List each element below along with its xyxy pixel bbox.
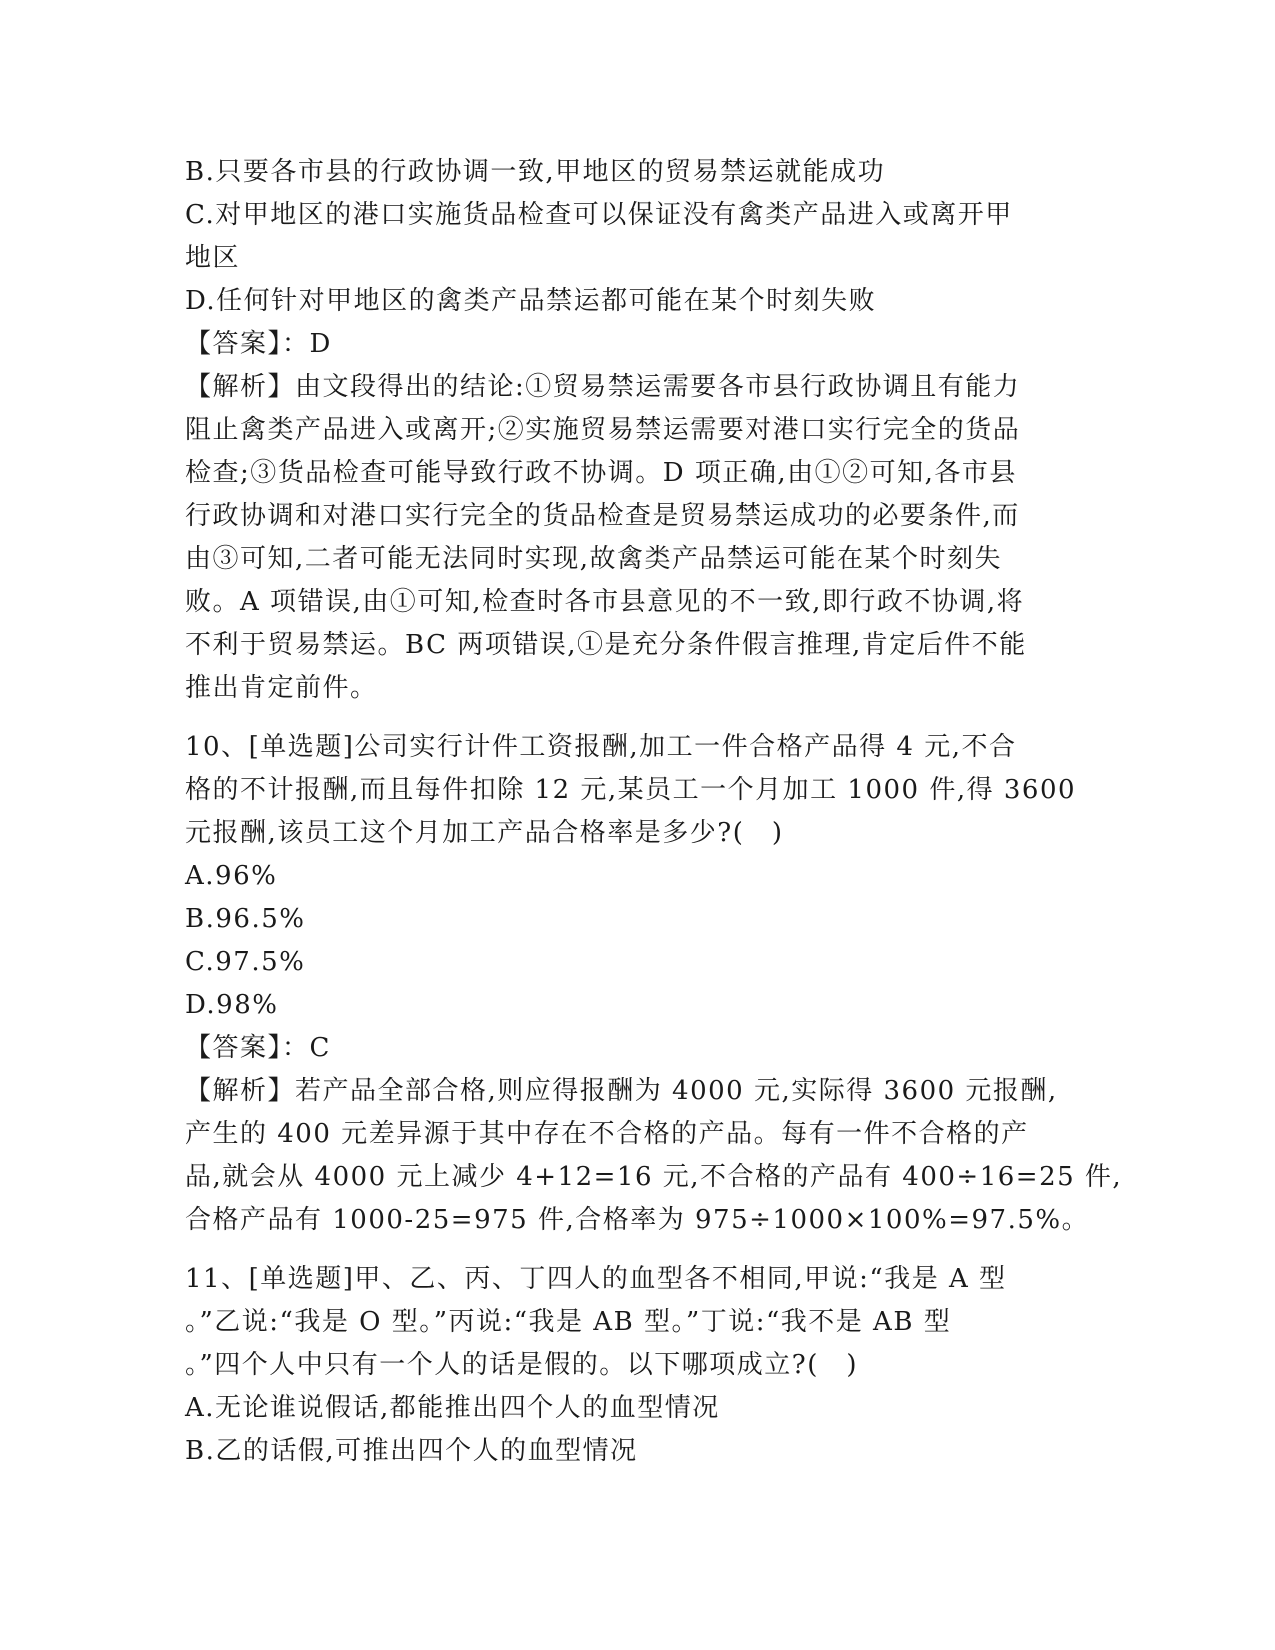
q10-option-d: D.98% — [185, 990, 279, 1020]
question-11-block — [185, 1258, 1085, 1473]
question-10-block — [185, 726, 1123, 1242]
q10-answer: 【答案】：C — [185, 1033, 331, 1063]
q11-option-a: A.无论谁说假话,都能推出四个人的血型情况 — [185, 1393, 720, 1423]
q9-answer: 【答案】：D — [185, 329, 332, 359]
q9-option-d: D.任何针对甲地区的禽类产品禁运都可能在某个时刻失败 — [185, 286, 877, 316]
q9-option-b: B.只要各市县的行政协调一致,甲地区的贸易禁运就能成功 — [185, 157, 886, 187]
q9-analysis-line-1: 【解析】由文段得出的结论:①贸易禁运需要各市县行政协调且有能力 — [185, 372, 1021, 402]
q10-analysis-line-1: 【解析】若产品全部合格,则应得报酬为 4000 元,实际得 3600 元报酬, — [185, 1076, 1058, 1106]
spacer — [185, 1242, 1085, 1258]
q11-option-b: B.乙的话假,可推出四个人的血型情况 — [185, 1436, 638, 1466]
spacer — [185, 710, 1085, 726]
q10-analysis-line-4: 合格产品有 1000-25=975 件,合格率为 975÷1000×100%=97.5%。 — [185, 1205, 1090, 1235]
q10-option-b: B.96.5% — [185, 904, 306, 934]
q9-option-c-line-1: C.对甲地区的港口实施货品检查可以保证没有禽类产品进入或离开甲 — [185, 200, 1013, 230]
q10-option-a: A.96% — [185, 861, 278, 891]
q9-analysis-line-2: 阻止禽类产品进入或离开;②实施贸易禁运需要对港口实行完全的货品 — [185, 415, 1021, 445]
q9-analysis-line-4: 行政协调和对港口实行完全的货品检查是贸易禁运成功的必要条件,而 — [185, 501, 1020, 531]
document-content — [185, 151, 1123, 1473]
q10-question-line-1: 10、[单选题]公司实行计件工资报酬,加工一件合格产品得 4 元,不合 — [185, 732, 1017, 762]
q10-question-line-2: 格的不计报酬,而且每件扣除 12 元,某员工一个月加工 1000 件,得 3600 — [185, 775, 1077, 805]
q9-analysis-line-6: 败。A 项错误,由①可知,检查时各市县意见的不一致,即行政不协调,将 — [185, 587, 1025, 617]
q10-analysis-line-3: 品,就会从 4000 元上减少 4+12=16 元,不合格的产品有 400÷16=25 件, — [185, 1162, 1123, 1192]
q9-analysis-line-8: 推出肯定前件。 — [185, 673, 378, 703]
q9-analysis-line-5: 由③可知,二者可能无法同时实现,故禽类产品禁运可能在某个时刻失 — [185, 544, 1003, 574]
q10-analysis-line-2: 产生的 400 元差异源于其中存在不合格的产品。每有一件不合格的产 — [185, 1119, 1029, 1149]
q10-question-line-3: 元报酬,该员工这个月加工产品合格率是多少?( ) — [185, 818, 784, 848]
q9-analysis-line-3: 检查;③货品检查可能导致行政不协调。D 项正确,由①②可知,各市县 — [185, 458, 1017, 488]
question-9-block — [185, 151, 1085, 710]
q11-question-line-1: 11、[单选题]甲、乙、丙、丁四人的血型各不相同,甲说:“我是 A 型 — [185, 1264, 1007, 1294]
q10-option-c: C.97.5% — [185, 947, 306, 977]
q9-analysis-line-7: 不利于贸易禁运。BC 两项错误,①是充分条件假言推理,肯定后件不能 — [185, 630, 1027, 660]
q11-question-line-2: 。”乙说:“我是 O 型。”丙说:“我是 AB 型。”丁说:“我不是 AB 型 — [185, 1307, 952, 1337]
q9-option-c-line-2: 地区 — [185, 243, 241, 273]
q11-question-line-3: 。”四个人中只有一个人的话是假的。以下哪项成立?( ) — [185, 1350, 859, 1380]
